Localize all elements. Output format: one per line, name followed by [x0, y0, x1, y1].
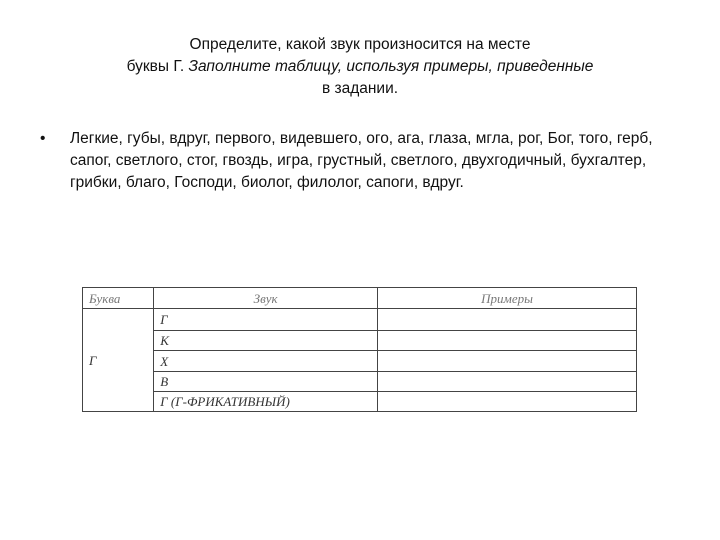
- sound-cell: Г: [154, 309, 378, 331]
- header-letter: Буква: [83, 288, 154, 309]
- sound-cell: К: [154, 331, 378, 351]
- letter-cell: Г: [83, 309, 154, 412]
- table-header-row: [83, 288, 637, 309]
- examples-cell[interactable]: [378, 331, 637, 351]
- bullet-marker: •: [40, 130, 46, 147]
- header-examples: Примеры: [378, 288, 637, 309]
- title-line-2-italic: Заполните таблицу, используя примеры, приведенные: [188, 58, 594, 75]
- table-row: [83, 351, 637, 372]
- sound-cell: В: [154, 372, 378, 392]
- sound-cell: Г (Г-ФРИКАТИВНЫЙ): [154, 392, 378, 412]
- examples-cell[interactable]: [378, 351, 637, 372]
- word-list-text: Легкие, губы, вдруг, первого, видевшего, ого, ага, глаза, мгла, рог, Бог, того, герб, сапог, светлого, стог, гвоздь, игра, грустный, светлого, двухгодичный, бухгалтер, грибки, благо, Господи, биолог, филолог, сапоги, вдруг.: [70, 130, 653, 191]
- examples-cell[interactable]: [378, 392, 637, 412]
- title-line-2: [60, 56, 660, 78]
- table-row: [83, 392, 637, 412]
- examples-cell[interactable]: [378, 372, 637, 392]
- header-sound: Звук: [154, 288, 378, 309]
- title-line-3: в задании.: [321, 80, 399, 97]
- title-line-1: Определите, какой звук произносится на месте: [189, 36, 531, 53]
- slide-title: [60, 34, 660, 100]
- table-row: [83, 372, 637, 392]
- sound-cell: Х: [154, 351, 378, 372]
- sound-table: [82, 287, 637, 412]
- title-line-2-regular: буквы Г.: [126, 58, 189, 75]
- table-row: [83, 331, 637, 351]
- examples-cell[interactable]: [378, 309, 637, 331]
- table-row: [83, 309, 637, 331]
